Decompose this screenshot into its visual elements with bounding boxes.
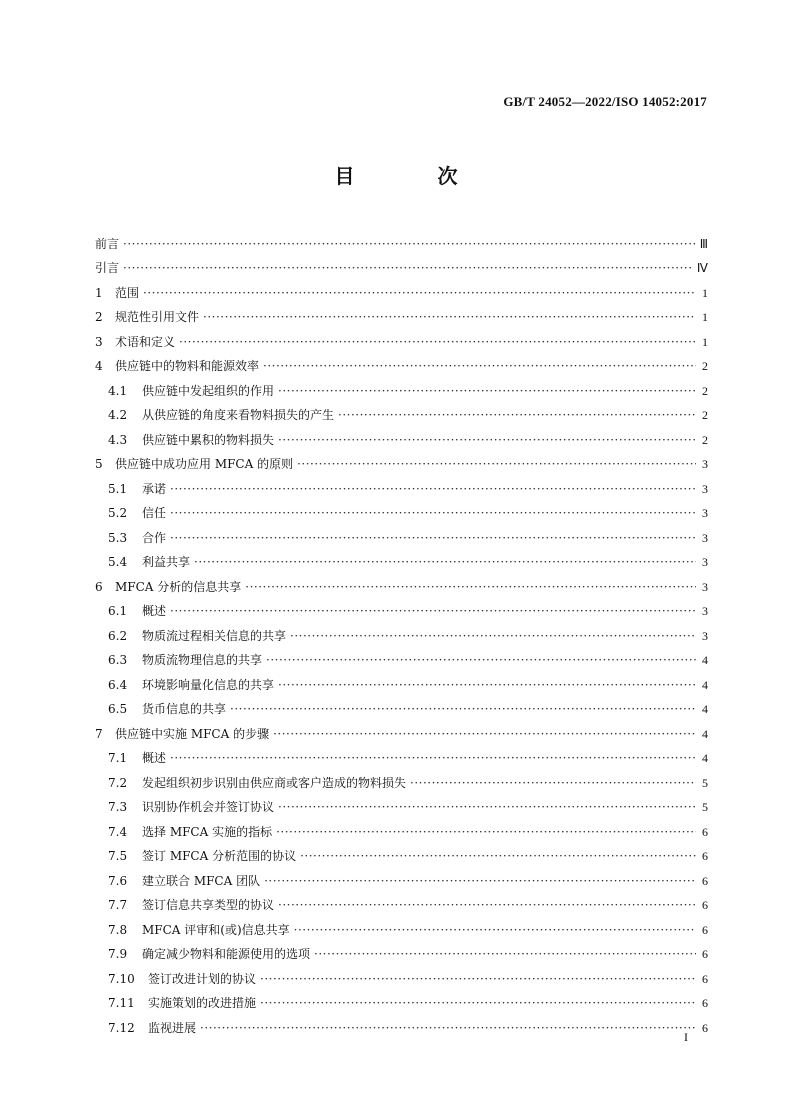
toc-entry-page: 3 — [702, 555, 708, 569]
toc-entry-number: 5.4 — [108, 555, 128, 569]
toc-entry-title: 识别协作机会并签订协议 — [142, 800, 275, 814]
toc-entry[interactable] — [95, 447, 708, 472]
toc-entry-number: 5 — [95, 457, 103, 471]
toc-leader-dots — [203, 310, 696, 324]
toc-entry-number: 7 — [95, 726, 103, 741]
toc-leader-dots — [245, 580, 696, 594]
toc-leader-dots — [260, 996, 696, 1010]
toc-entry[interactable] — [95, 373, 708, 398]
toc-leader-dots — [194, 555, 696, 569]
toc-entry-number: 3 — [95, 334, 103, 349]
toc-leader-dots — [278, 678, 696, 692]
toc-entry-page: 1 — [702, 310, 708, 324]
toc-entry-title: 选择 MFCA 实施的指标 — [142, 824, 273, 839]
toc-entry-page: 6 — [702, 1020, 708, 1035]
toc-leader-dots — [290, 629, 696, 643]
toc-entry[interactable] — [95, 300, 708, 325]
toc-entry-title: 概述 — [142, 604, 167, 618]
toc-leader-dots — [266, 653, 696, 667]
toc-entry-number: 7.8 — [108, 922, 128, 937]
toc-entry-number: 7.12 — [108, 1020, 135, 1035]
toc-entry-page: 6 — [702, 971, 708, 986]
toc-entry-title: 签订 MFCA 分析范围的协议 — [142, 849, 297, 863]
toc-entry-number: 7.5 — [108, 849, 128, 863]
toc-entry-title: MFCA 分析的信息共享 — [115, 579, 242, 594]
toc-entry-title: 合作 — [142, 530, 167, 545]
toc-leader-dots — [170, 751, 696, 765]
toc-leader-dots — [123, 261, 693, 275]
toc-entry-title: 供应链中的物料和能源效率 — [115, 359, 260, 373]
toc-leader-dots — [410, 776, 696, 790]
toc-entry-number: 6.5 — [108, 702, 128, 716]
toc-entry[interactable] — [95, 422, 708, 447]
toc-entry-page: 6 — [702, 922, 708, 937]
page-number: I — [684, 1030, 688, 1044]
toc-entry[interactable] — [95, 814, 708, 839]
toc-entry-title: 发起组织初步识别由供应商或客户造成的物料损失 — [142, 775, 407, 790]
toc-entry-title: 信任 — [142, 506, 167, 520]
toc-entry[interactable] — [95, 643, 708, 668]
toc-entry-page: 3 — [702, 481, 708, 496]
toc-entry-page: 6 — [702, 898, 708, 912]
toc-entry[interactable] — [95, 275, 708, 300]
toc-entry-title: 货币信息的共享 — [142, 702, 227, 716]
toc-entry-title: 建立联合 MFCA 团队 — [142, 873, 261, 888]
toc-entry-title: 签订改进计划的协议 — [148, 971, 257, 986]
toc-entry-number: 6 — [95, 579, 103, 594]
toc-entry-title: 物质流过程相关信息的共享 — [142, 628, 287, 643]
toc-leader-dots — [278, 433, 696, 447]
toc-leader-dots — [170, 506, 696, 520]
toc-entry[interactable] — [95, 569, 708, 594]
toc-entry-title: 监视进展 — [148, 1020, 197, 1035]
toc-leader-dots — [297, 457, 696, 471]
toc-entry-title: 签订信息共享类型的协议 — [142, 898, 275, 912]
toc-entry-title: 确定减少物料和能源使用的选项 — [142, 947, 311, 961]
toc-entry-page: 5 — [702, 800, 708, 814]
toc-entry-number: 4 — [95, 359, 103, 373]
toc-entry[interactable] — [95, 986, 708, 1011]
toc-entry-page: 6 — [702, 873, 708, 888]
toc-entry-number: 7.2 — [108, 775, 128, 790]
toc-entry[interactable] — [95, 692, 708, 717]
page-title: 目 次 — [334, 164, 496, 188]
toc-entry[interactable] — [95, 251, 708, 276]
toc-entry[interactable] — [95, 839, 708, 864]
toc-entry-page: 4 — [702, 726, 708, 741]
toc-entry[interactable] — [95, 716, 708, 741]
toc-entry-page: 2 — [702, 383, 708, 398]
toc-entry[interactable] — [95, 545, 708, 570]
toc-entry-page: 3 — [702, 506, 708, 520]
toc-entry[interactable] — [95, 741, 708, 766]
toc-entry-title: 引言 — [95, 261, 120, 275]
toc-entry-title: 承诺 — [142, 481, 167, 496]
toc-entry-page: 6 — [702, 947, 708, 961]
toc-leader-dots — [273, 727, 696, 741]
toc-entry-title: MFCA 评审和(或)信息共享 — [142, 922, 290, 937]
toc-entry-number: 1 — [95, 285, 103, 300]
toc-entry-number: 2 — [95, 310, 103, 324]
toc-leader-dots — [263, 359, 696, 373]
toc-entry-page: 3 — [702, 579, 708, 594]
toc-entry-title: 前言 — [95, 236, 120, 251]
toc-leader-dots — [179, 335, 696, 349]
toc-entry-page: 2 — [702, 359, 708, 373]
toc-entry-title: 供应链中成功应用 MFCA 的原则 — [115, 457, 294, 471]
toc-entry[interactable] — [95, 912, 708, 937]
toc-entry-page: 3 — [702, 604, 708, 618]
toc-entry-page: 2 — [702, 432, 708, 447]
toc-entry-page: 6 — [702, 849, 708, 863]
toc-entry-number: 5.2 — [108, 506, 128, 520]
toc-entry-number: 6.4 — [108, 677, 128, 692]
toc-leader-dots — [200, 1021, 696, 1035]
toc-entry-title: 实施策划的改进措施 — [148, 996, 257, 1010]
toc-entry-page: 1 — [702, 285, 708, 300]
toc-entry-page: 6 — [702, 996, 708, 1010]
toc-entry-title: 范围 — [115, 285, 140, 300]
toc-entry-page: 5 — [702, 775, 708, 790]
toc-entry-page: 3 — [702, 457, 708, 471]
toc-leader-dots — [170, 482, 696, 496]
toc-leader-dots — [278, 898, 696, 912]
toc-entry-number: 4.1 — [108, 383, 128, 398]
toc-leader-dots — [300, 849, 696, 863]
toc-entry-page: 3 — [702, 628, 708, 643]
toc-entry-title: 利益共享 — [142, 555, 191, 569]
toc-entry-title: 术语和定义 — [115, 334, 176, 349]
toc-entry-page: 4 — [702, 751, 708, 765]
toc-entry-page: Ⅳ — [696, 261, 708, 275]
toc-entry-number: 6.1 — [108, 604, 128, 618]
toc-leader-dots — [278, 800, 696, 814]
table-of-contents — [95, 226, 708, 1035]
toc-entry-page: 2 — [702, 408, 708, 422]
toc-entry[interactable] — [95, 790, 708, 815]
toc-entry-number: 6.2 — [108, 628, 128, 643]
toc-entry[interactable] — [95, 226, 708, 251]
toc-entry-page: 4 — [702, 702, 708, 716]
toc-entry[interactable] — [95, 520, 708, 545]
toc-entry-title: 供应链中实施 MFCA 的步骤 — [115, 726, 270, 741]
toc-entry[interactable] — [95, 594, 708, 619]
toc-entry[interactable] — [95, 471, 708, 496]
toc-entry-title: 供应链中发起组织的作用 — [142, 383, 275, 398]
toc-leader-dots — [260, 972, 696, 986]
toc-entry-number: 5.3 — [108, 530, 128, 545]
toc-leader-dots — [143, 286, 696, 300]
toc-entry-number: 7.9 — [108, 947, 128, 961]
toc-entry-number: 7.11 — [108, 996, 135, 1010]
toc-entry-title: 供应链中累积的物料损失 — [142, 432, 275, 447]
toc-leader-dots — [170, 531, 696, 545]
toc-entry-title: 物质流物理信息的共享 — [142, 653, 263, 667]
toc-entry[interactable] — [95, 496, 708, 521]
toc-entry-number: 7.6 — [108, 873, 128, 888]
toc-leader-dots — [338, 408, 696, 422]
toc-entry[interactable] — [95, 618, 708, 643]
toc-entry[interactable] — [95, 888, 708, 913]
toc-leader-dots — [314, 947, 696, 961]
toc-entry-page: 3 — [702, 530, 708, 545]
toc-entry-number: 4.3 — [108, 432, 128, 447]
toc-leader-dots — [264, 874, 696, 888]
toc-entry-number: 7.10 — [108, 971, 135, 986]
toc-leader-dots — [123, 237, 696, 251]
toc-entry-number: 7.3 — [108, 800, 128, 814]
toc-entry-page: 6 — [702, 824, 708, 839]
toc-entry-number: 7.1 — [108, 751, 128, 765]
toc-entry[interactable] — [95, 863, 708, 888]
toc-entry[interactable] — [95, 667, 708, 692]
toc-leader-dots — [294, 923, 696, 937]
toc-leader-dots — [276, 825, 696, 839]
toc-entry[interactable] — [95, 349, 708, 374]
toc-leader-dots — [230, 702, 696, 716]
toc-entry[interactable] — [95, 398, 708, 423]
toc-entry-title: 概述 — [142, 751, 167, 765]
toc-entry-number: 7.7 — [108, 898, 128, 912]
toc-entry-title: 从供应链的角度来看物料损失的产生 — [142, 408, 335, 422]
toc-entry-number: 5.1 — [108, 481, 128, 496]
toc-entry[interactable] — [95, 324, 708, 349]
toc-entry-page: 4 — [702, 677, 708, 692]
toc-entry-title: 环境影响量化信息的共享 — [142, 677, 275, 692]
toc-entry[interactable] — [95, 1010, 708, 1035]
toc-entry-number: 7.4 — [108, 824, 128, 839]
toc-entry[interactable] — [95, 961, 708, 986]
toc-entry-number: 6.3 — [108, 653, 128, 667]
toc-entry-page: Ⅲ — [699, 236, 708, 251]
toc-entry[interactable] — [95, 765, 708, 790]
toc-entry-title: 规范性引用文件 — [115, 310, 200, 324]
standard-code: GB/T 24052—2022/ISO 14052:2017 — [503, 94, 707, 109]
toc-entry-page: 1 — [702, 334, 708, 349]
toc-entry[interactable] — [95, 937, 708, 962]
toc-entry-page: 4 — [702, 653, 708, 667]
toc-entry-number: 4.2 — [108, 408, 128, 422]
toc-leader-dots — [278, 384, 696, 398]
toc-leader-dots — [170, 604, 696, 618]
